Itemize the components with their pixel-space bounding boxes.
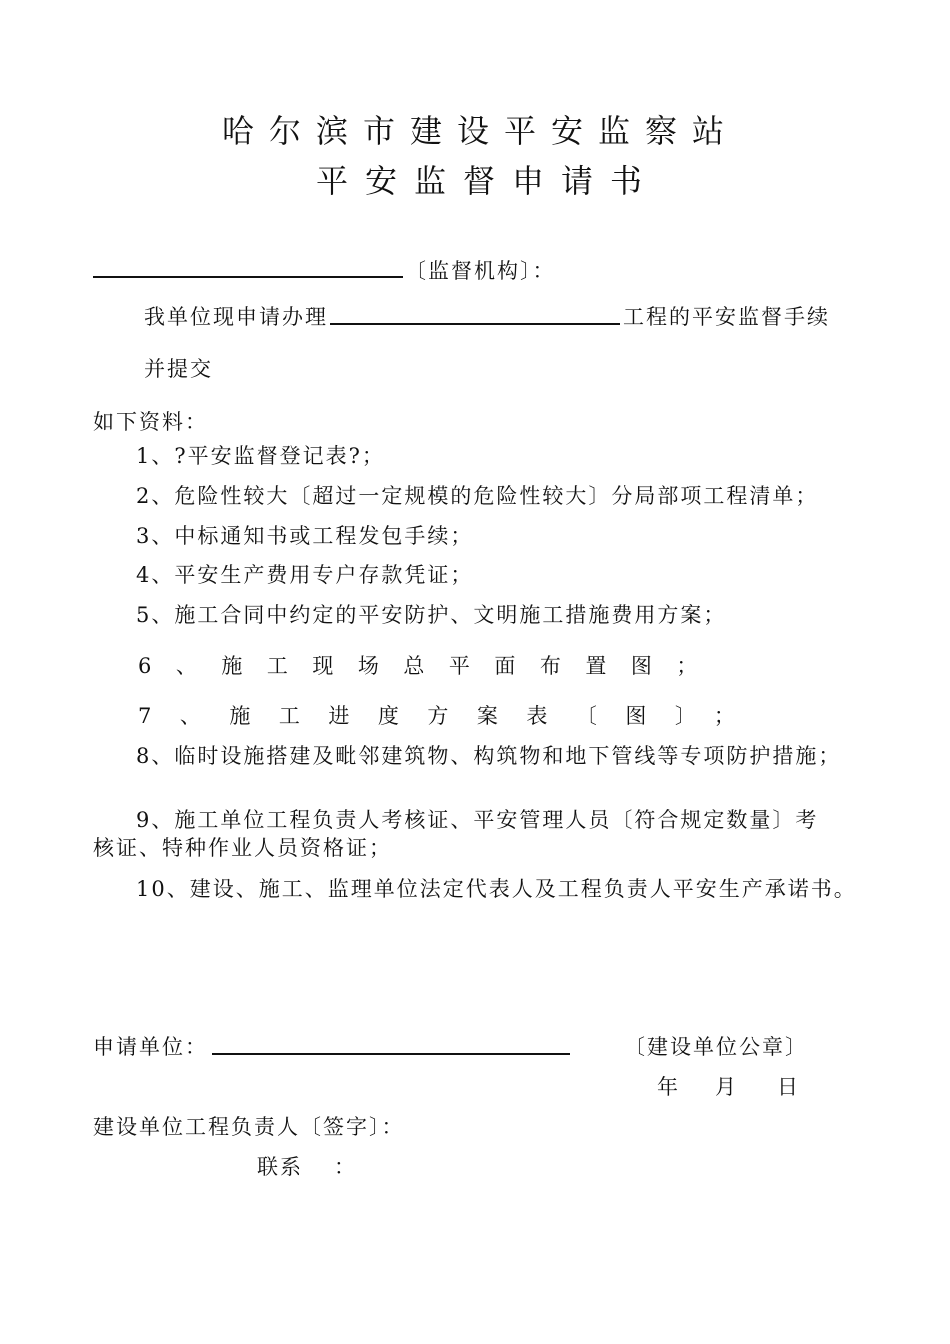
document-title-line2: 平安监督申请书: [316, 162, 660, 200]
list-item: 10、建设、施工、监理单位法定代表人及工程负责人平安生产承诺书。: [136, 877, 857, 901]
project-name-blank-line[interactable]: [330, 323, 620, 325]
list-item: 核证、特种作业人员资格证；: [93, 836, 392, 860]
contact-colon: ：: [334, 1155, 357, 1179]
seal-label: 〔建设单位公章〕: [624, 1035, 808, 1059]
date-day: 日: [777, 1075, 800, 1099]
list-item: 4、平安生产费用专户存款凭证；: [136, 563, 474, 587]
list-item: 9、施工单位工程负责人考核证、平安管理人员〔符合规定数量〕考: [136, 808, 819, 832]
applicant-label: 申请单位：: [93, 1035, 208, 1059]
signer-label: 建设单位工程负责人〔签字〕：: [93, 1115, 405, 1139]
list-item: 6、施工现场总平面布置图；: [138, 654, 722, 678]
date-month: 月: [715, 1075, 738, 1099]
document-title-line1: 哈尔滨市建设平安监察站: [222, 112, 740, 150]
list-item: 2、危险性较大〔超过一定规模的危险性较大〕分局部项工程清单；: [136, 484, 819, 508]
contact-label: 联系: [257, 1155, 303, 1179]
applicant-blank-line[interactable]: [212, 1053, 570, 1055]
apply-prefix: 我单位现申请办理: [144, 305, 328, 329]
list-item: 7、施工进度方案表〔图〕；: [138, 704, 764, 728]
list-item: 1、?平安监督登记表?；: [136, 444, 385, 468]
submit-line: 并提交: [144, 357, 213, 381]
agency-blank-line[interactable]: [93, 276, 403, 278]
materials-intro: 如下资料：: [93, 410, 208, 434]
list-item: 5、施工合同中约定的平安防护、文明施工措施费用方案；: [136, 603, 727, 627]
agency-label: 〔监督机构〕：: [405, 259, 556, 283]
list-item: 3、中标通知书或工程发包手续；: [136, 524, 474, 548]
list-item: 8、临时设施搭建及毗邻建筑物、构筑物和地下管线等专项防护措施；: [136, 744, 842, 768]
apply-suffix: 工程的平安监督手续: [623, 305, 830, 329]
date-year: 年: [657, 1075, 680, 1099]
